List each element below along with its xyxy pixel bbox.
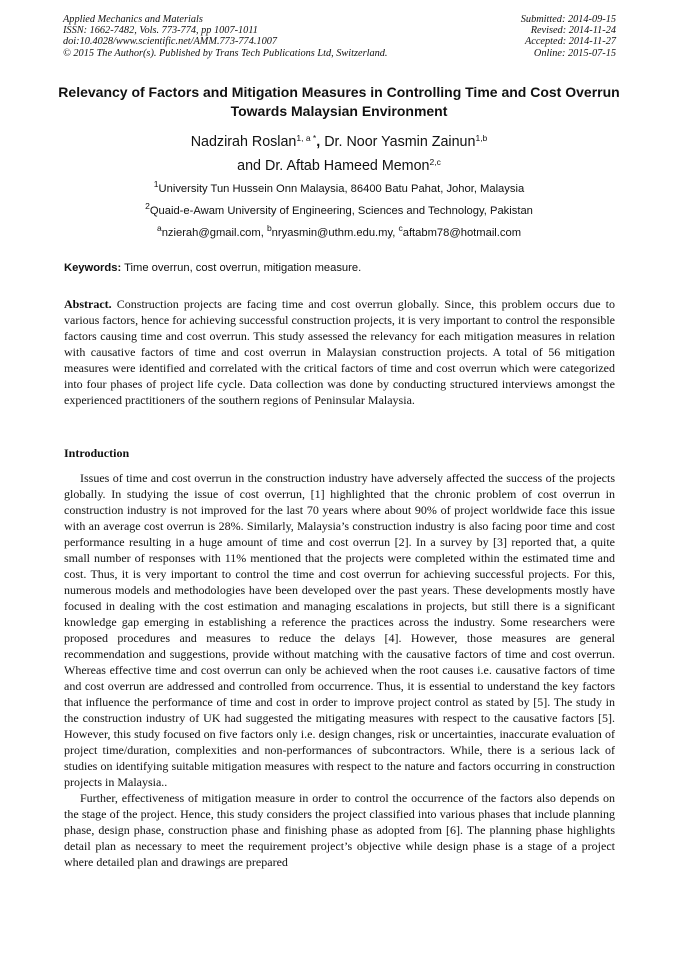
publication-dates — [521, 14, 616, 59]
author-2-sup: 1,b — [475, 133, 488, 143]
author-list — [40, 130, 638, 178]
introduction-paragraph-1: Issues of time and cost overrun in the construction industry have adversely affected the success of the projects globally. In studying the issue of cost overrun, [1] highlighted that the chronic problem of cost overrun in construction industry is not improved for the last 70 years where about 90% of project worldwide face this issue with an average cost overrun is 28%. Similarly, Malaysia’s construction industry is also facing poor time and cost performance resulting in a huge amount of time and cost overrun [2]. In a survey by [3] reported that, a quite small number of responses with 11% mentioned that the projects were completed within the estimated time and cost. Thus, it is very important to control the time and cost overrun for achieving successful projects. For this, numerous models and methodologies have been developed over the past years. These developments mostly have focused in dealing with the cost estimation and managing escalations in projects, but still there is a significant knowledge gap emerging in establishing a reference the practices across the industry. Some researchers were proposed procedures and measures to reduce the delays [4]. However, those measures are general recommendation and suggestions, provide without matching with the causative factors of time and cost overrun. Whereas effective time and cost overrun can only be achieved when the root causes i.e. causative factors of time and cost overrun are addressed and controlled from occurrence. Thus, it is essential to understand the key factors that influence the performance of time and cost in order to improve project control as stated by [5]. The study in the construction industry of UK had suggested the mitigating measures with respect to the causative factors [5]. However, this study focused on five factors only i.e. design changes, risk or uncertainties, inaccurate evaluation of project time/duration, complexities and non-performances of subcontractors. While, there is a serious lack of studies on identifying suitable mitigation measures with respect to the nature and factors occurring in construction projects in Malaysia.. — [64, 471, 615, 789]
introduction-paragraph-2: Further, effectiveness of mitigation measure in order to control the occurrence of the factors also depends on the stage of the project. Hence, this study considers the project classified into various phases that include planning phase, design phase, construction phase and finishing phase as adopted from [6]. The planning phase highlights detail plan as necessary to meet the requirement project’s objective while design phase is a stage of a project where detailed plan and drawings are prepared — [64, 791, 615, 869]
affiliation-1 — [40, 179, 638, 196]
email-b-sup: b — [266, 223, 272, 233]
journal-info — [63, 14, 387, 59]
affiliation-2-sup: 2 — [145, 201, 150, 211]
affiliation-2-text: Quaid-e-Awam University of Engineering, Sciences and Technology, Pakistan — [149, 205, 533, 217]
abstract-text: Construction projects are facing time and cost overrun globally. Since, this problem occurs due to various factors, hence for achieving successful construction projects, it is very important to control the responsible factors causing time and cost overrun. This study assessed the relevancy for each mitigation measures in relation with causative factors of time and cost overrun in Malaysian construction projects. A total of 56 mitigation measures were identified and correlated with the critical factors of time and cost overrun which were categorized into four phases of project life cycle. Data collection was done by conducting structured interviews amongst the experienced practitioners of the southern regions of Peninsular Malaysia. — [64, 297, 616, 407]
author-3: Dr. Aftab Hameed Memon — [265, 158, 430, 174]
abstract — [64, 296, 615, 408]
journal-doi: doi:10.4028/www.scientific.net/AMM.773-774.1007 — [63, 36, 278, 48]
email-c-sup: c — [398, 223, 403, 233]
introduction-heading: Introduction — [64, 446, 130, 460]
journal-issn: ISSN: 1662-7482, Vols. 773-774, pp 1007-1011 — [63, 25, 258, 37]
introduction-body — [64, 470, 615, 870]
date-online: Online: 2015-07-15 — [533, 47, 616, 59]
keywords-label: Keywords: — [64, 262, 122, 274]
keywords — [64, 261, 616, 275]
author-1: Nadzirah Roslan — [190, 134, 297, 150]
date-submitted: Submitted: 2014-09-15 — [520, 14, 616, 25]
abstract-label: Abstract. — [64, 297, 112, 311]
keywords-text: Time overrun, cost overrun, mitigation measure. — [124, 262, 362, 274]
author-line-1: Nadzirah Roslan$^{1, a *}$, Dr. Noor Yasmin Zainun$^{1,b}$ — [190, 133, 488, 150]
affiliation-2 — [40, 201, 638, 218]
email-c[interactable]: aftabm78@hotmail.com — [402, 227, 522, 239]
email-a[interactable]: nzierah@gmail.com, — [161, 227, 267, 239]
author-1-sup: 1, a * — [296, 133, 317, 143]
author-2: Dr. Noor Yasmin Zainun — [324, 134, 476, 150]
paper-title: Relevancy of Factors and Mitigation Measures in Controlling Time and Cost Overrun Towards Malaysian Environment — [58, 84, 620, 119]
date-revised: Revised: 2014-11-24 — [530, 25, 616, 37]
author-emails — [40, 223, 638, 240]
author-3-sup: 2,c — [429, 157, 441, 167]
affiliation-1-sup: 1 — [153, 179, 159, 189]
author-and: and — [237, 158, 262, 174]
email-a-sup: a — [156, 223, 162, 233]
email-b[interactable]: nryasmin@uthm.edu.my, — [271, 227, 399, 239]
journal-copyright: © 2015 The Author(s). Published by Trans Tech Publications Ltd, Switzerland. — [63, 47, 388, 59]
affiliation-1-text: University Tun Hussein Onn Malaysia, 86400 Batu Pahat, Johor, Malaysia — [158, 183, 525, 195]
date-accepted: Accepted: 2014-11-27 — [524, 36, 616, 48]
author-line-2 — [40, 154, 638, 178]
journal-name: Applied Mechanics and Materials — [63, 14, 203, 25]
